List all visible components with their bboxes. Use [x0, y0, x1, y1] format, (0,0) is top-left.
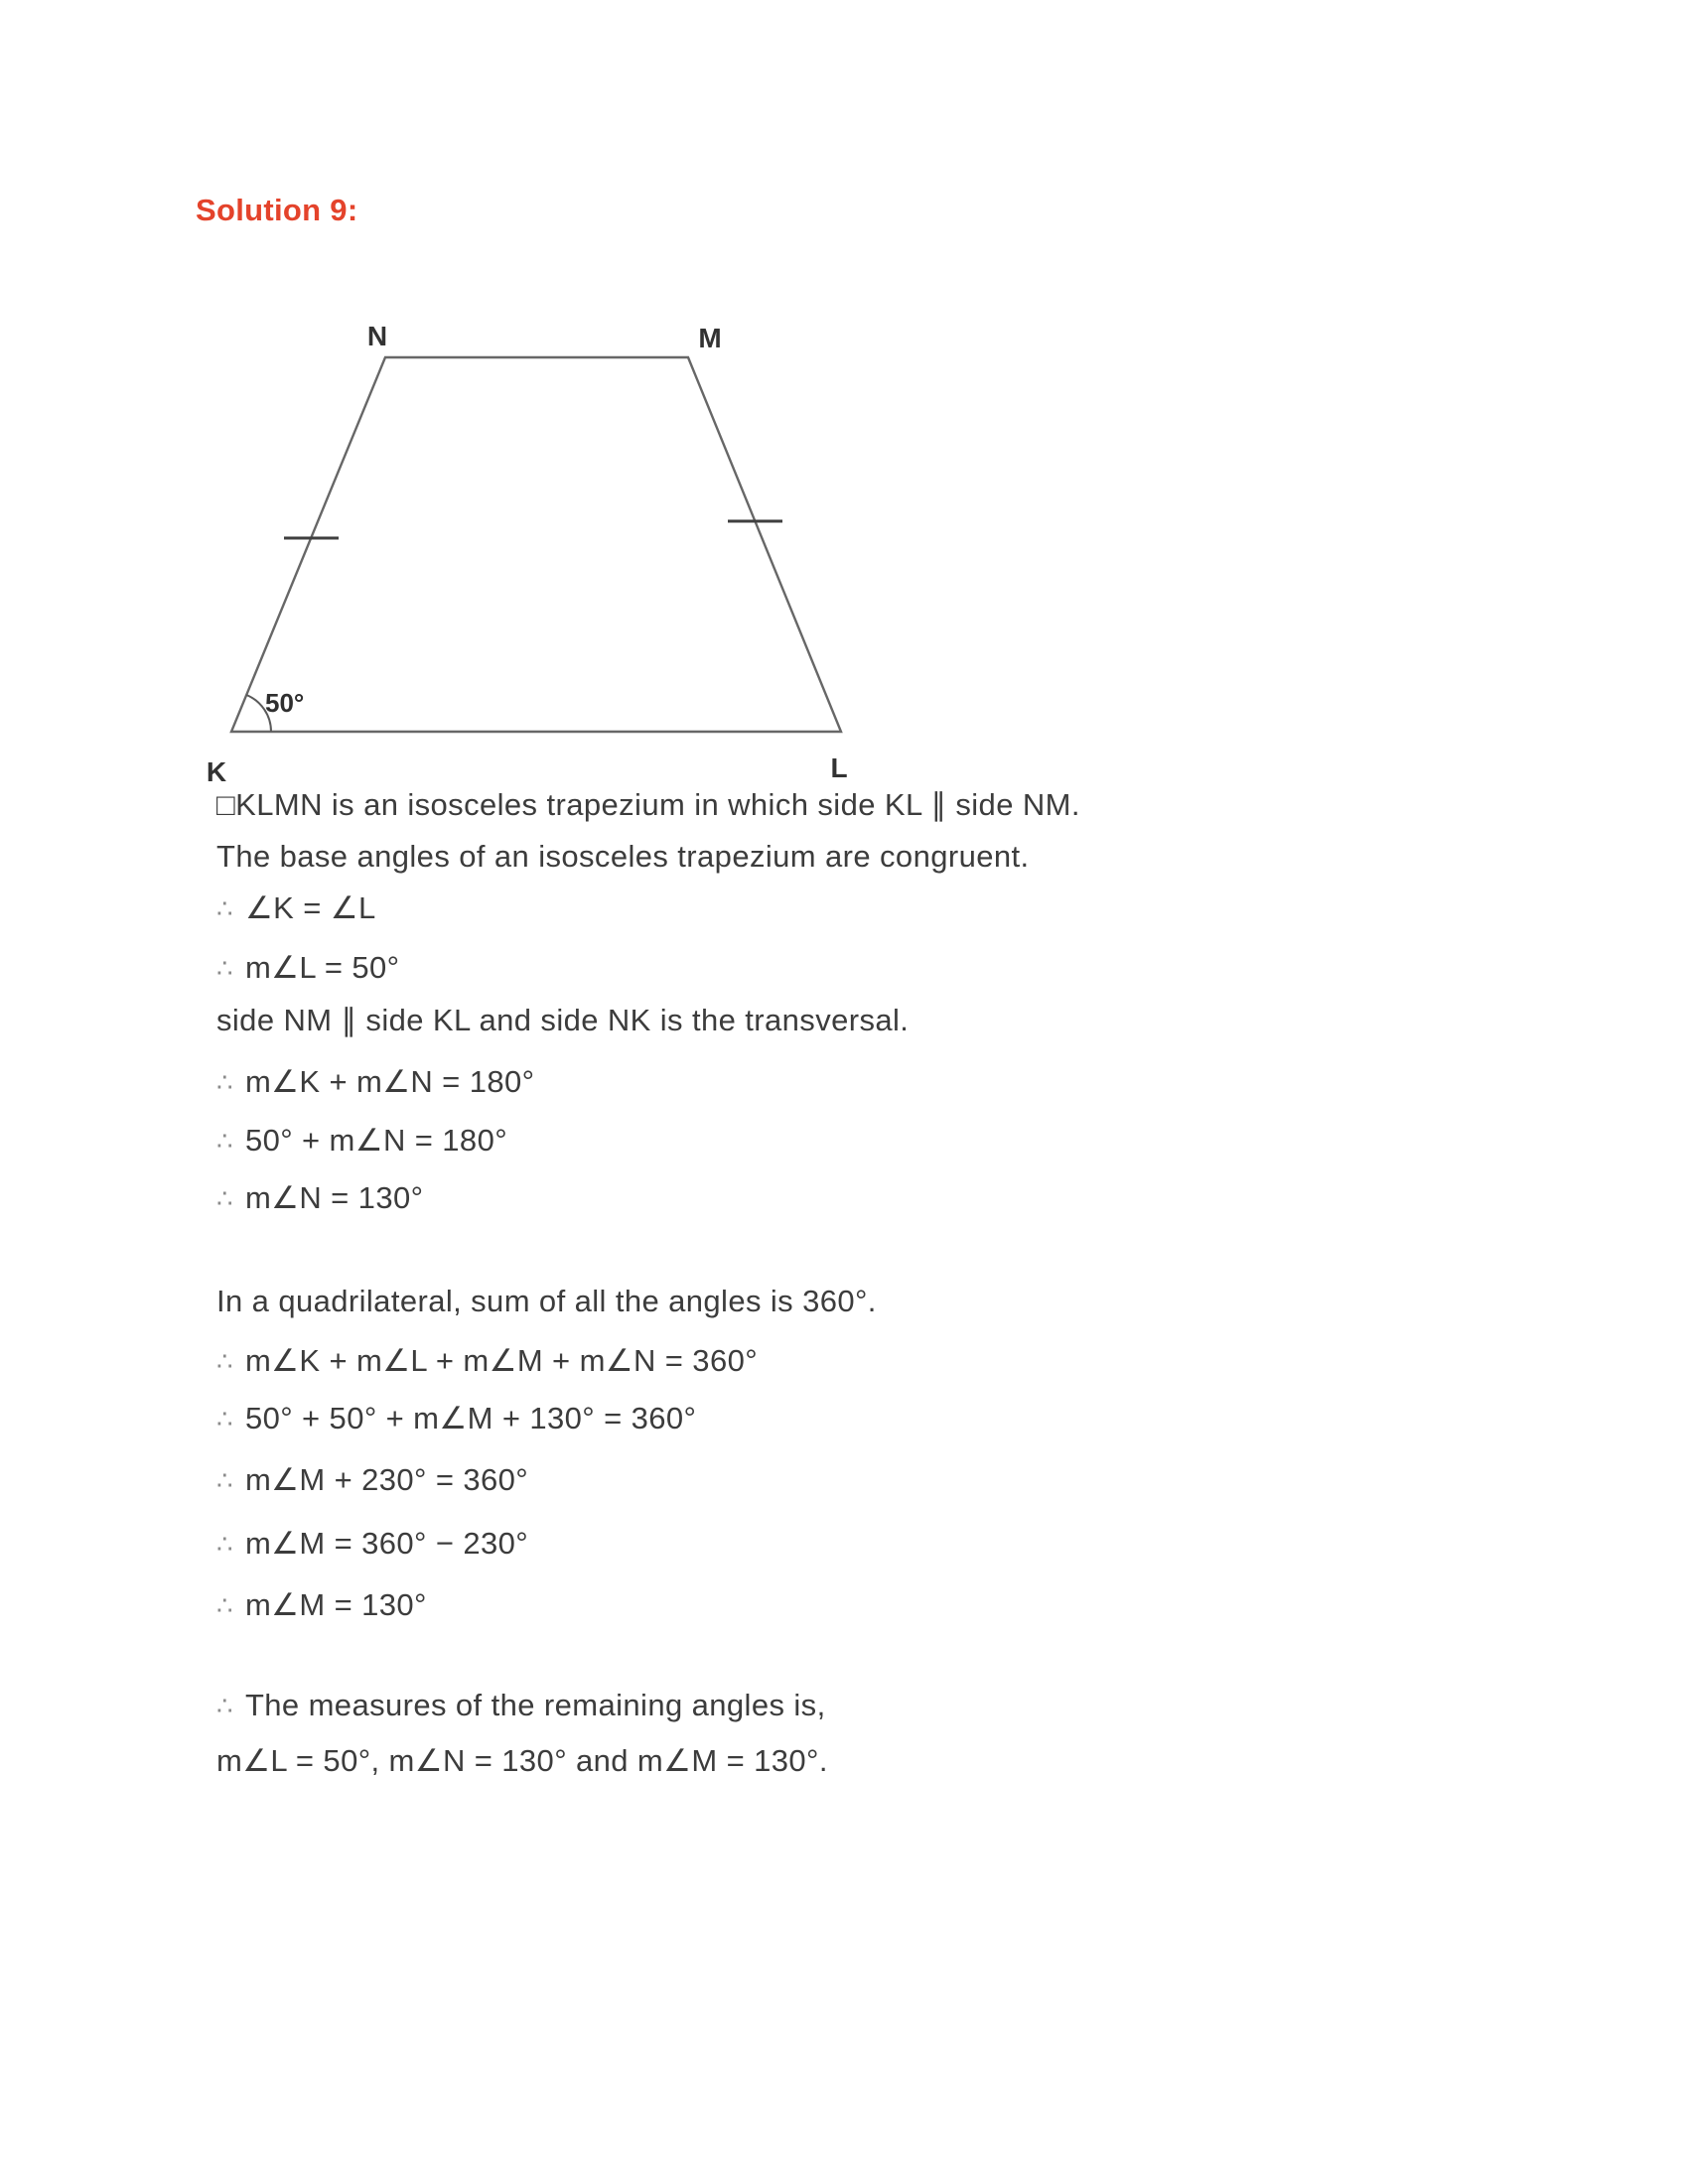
solution-line — [216, 1123, 507, 1159]
solution-line-text: m∠L = 50°, m∠N = 130° and m∠M = 130°. — [216, 1743, 828, 1778]
solution-line — [216, 1401, 696, 1436]
vertex-label-m: M — [698, 323, 722, 353]
solution-line — [216, 1462, 528, 1498]
therefore-symbol: ∴ — [216, 1183, 233, 1213]
vertex-label-k: K — [206, 756, 227, 787]
therefore-symbol: ∴ — [216, 1067, 233, 1097]
angle-value-label: 50° — [265, 688, 305, 718]
trapezium-svg — [149, 298, 904, 794]
solution-line-text: 50° + m∠N = 180° — [244, 1123, 508, 1158]
therefore-symbol: ∴ — [216, 1691, 233, 1720]
therefore-symbol: ∴ — [216, 893, 233, 923]
solution-line-text: 50° + 50° + m∠M + 130° = 360° — [244, 1401, 697, 1435]
solution-line — [216, 1284, 877, 1319]
solution-line-text: m∠M = 130° — [244, 1587, 427, 1622]
solution-line-text: m∠K + m∠L + m∠M + m∠N = 360° — [244, 1343, 759, 1378]
therefore-symbol: ∴ — [216, 1465, 233, 1495]
solution-line-text: □KLMN is an isosceles trapezium in which side KL ∥ side NM. — [216, 787, 1080, 822]
trapezium-diagram — [149, 298, 904, 794]
solution-line — [216, 1180, 423, 1216]
solution-line-text: The measures of the remaining angles is, — [244, 1688, 826, 1722]
solution-line — [216, 890, 376, 926]
solution-line — [216, 1343, 758, 1379]
solution-line — [216, 787, 1080, 823]
solution-line — [216, 1587, 427, 1623]
solution-line — [216, 1688, 826, 1723]
solution-line — [216, 950, 399, 986]
vertex-label-l: L — [830, 752, 848, 783]
solution-line-text: m∠N = 130° — [244, 1180, 424, 1215]
solution-line-text: m∠M + 230° = 360° — [244, 1462, 529, 1497]
solution-line — [216, 1526, 528, 1562]
trapezium-outline — [231, 357, 841, 732]
therefore-symbol: ∴ — [216, 1529, 233, 1559]
therefore-symbol: ∴ — [216, 1590, 233, 1620]
solution-title: Solution 9: — [196, 193, 358, 227]
therefore-symbol: ∴ — [216, 1346, 233, 1376]
solution-line — [216, 1064, 534, 1100]
solution-line-text: m∠L = 50° — [244, 950, 400, 985]
solution-line-text: side NM ∥ side KL and side NK is the transversal. — [216, 1003, 910, 1037]
solution-line-text: In a quadrilateral, sum of all the angles is 360°. — [216, 1284, 877, 1318]
solution-line-text: m∠M = 360° − 230° — [244, 1526, 529, 1561]
therefore-symbol: ∴ — [216, 1404, 233, 1433]
solution-line-text: The base angles of an isosceles trapezium are congruent. — [216, 839, 1030, 874]
therefore-symbol: ∴ — [216, 953, 233, 983]
vertex-label-n: N — [366, 321, 388, 351]
solution-line — [216, 839, 1030, 875]
solution-line — [216, 1743, 828, 1779]
therefore-symbol: ∴ — [216, 1126, 233, 1156]
solution-line-text: m∠K + m∠N = 180° — [244, 1064, 535, 1099]
solution-line — [216, 1003, 909, 1038]
solution-line-text: ∠K = ∠L — [244, 890, 376, 925]
